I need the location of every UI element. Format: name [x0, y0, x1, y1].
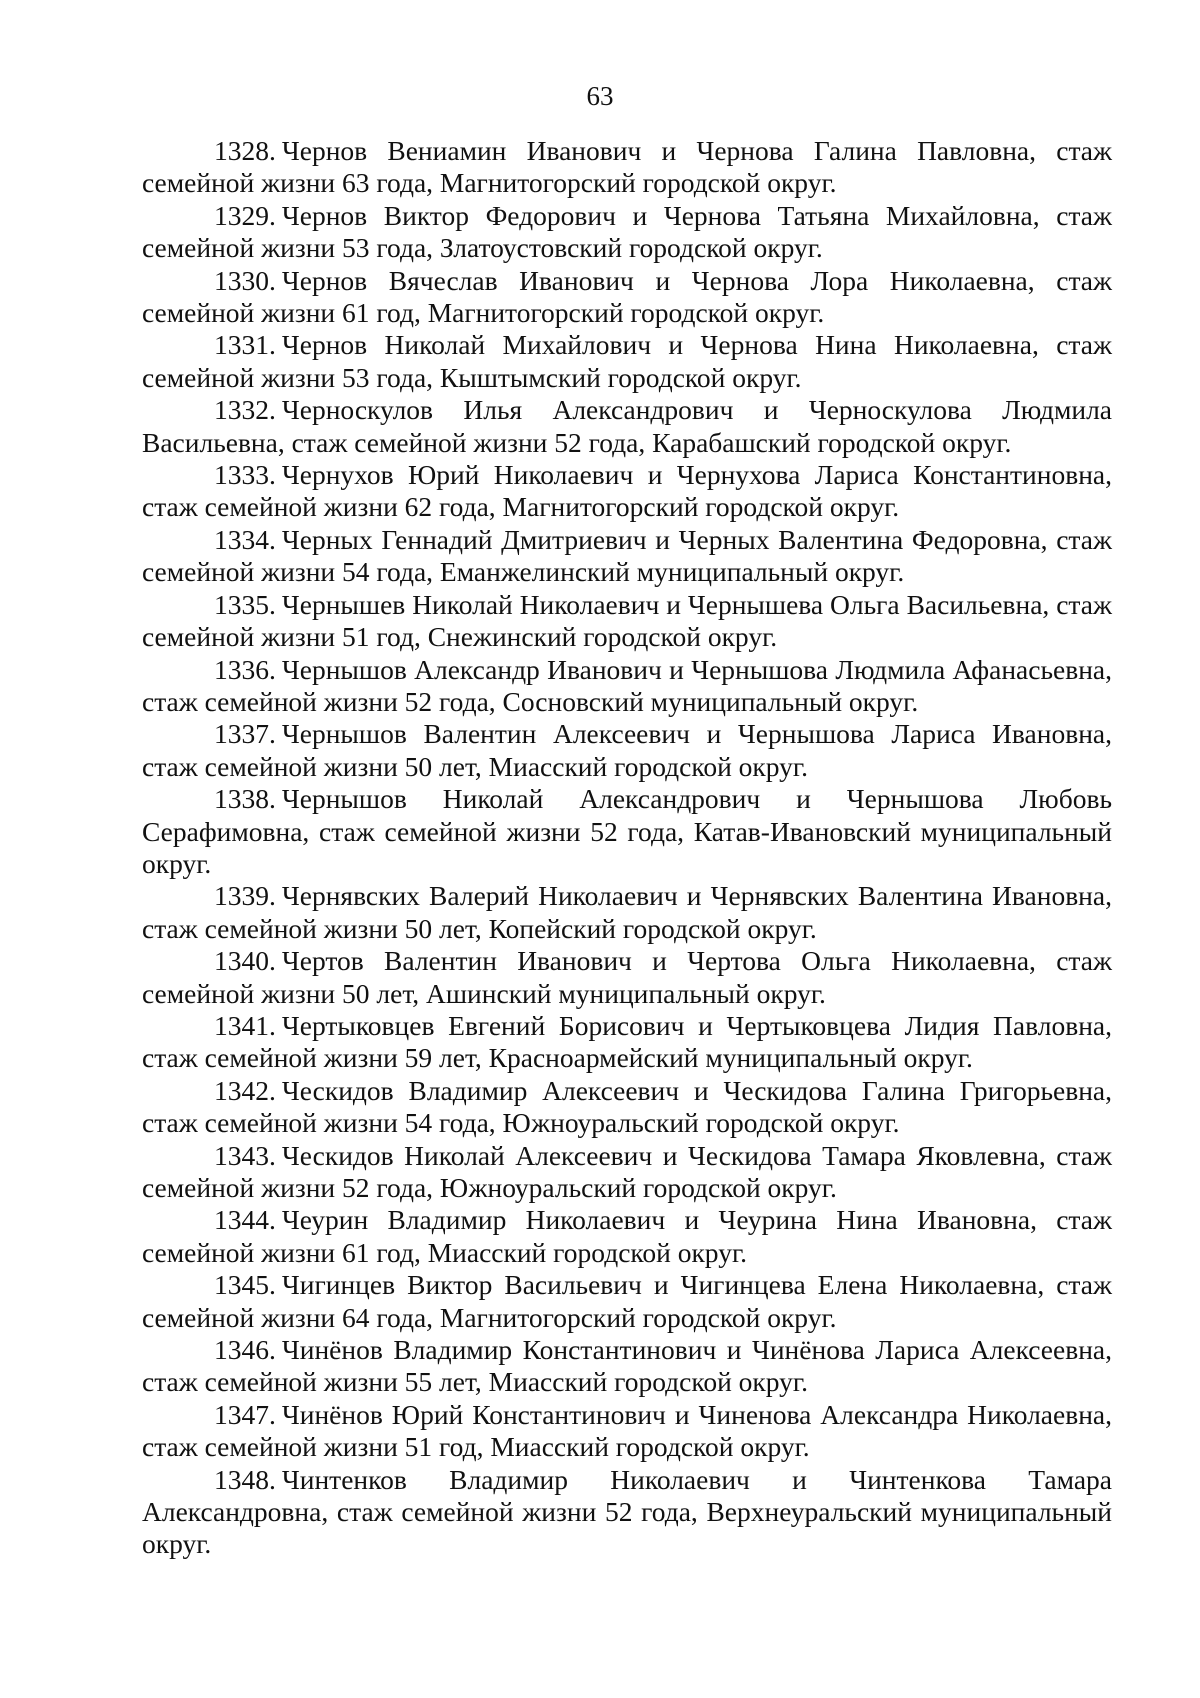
entry-number: 1331.	[214, 329, 276, 361]
list-item	[142, 945, 1112, 1010]
entry-number: 1329.	[214, 199, 276, 231]
entry-text: Ческидов Владимир Алексеевич и Ческидова Галина Григорьевна, стаж семейной жизни 54 года, Южноуральский городской округ.	[142, 1074, 1112, 1139]
entry-number: 1328.	[214, 135, 276, 166]
page-number: 63	[586, 81, 614, 111]
list-item	[142, 1204, 1112, 1269]
entry-text: Чернышев Николай Николаевич и Чернышева Ольга Васильевна, стаж семейной жизни 51 год, Снежинский городской округ.	[142, 588, 1112, 653]
list-item	[142, 394, 1112, 459]
entry-text: Чеурин Владимир Николаевич и Чеурина Нина Ивановна, стаж семейной жизни 61 год, Миасский городской округ.	[142, 1204, 1112, 1268]
entry-number: 1340.	[214, 945, 276, 977]
list-item	[142, 880, 1112, 945]
entry-number: 1347.	[214, 1398, 276, 1430]
entry-number: 1344.	[214, 1204, 276, 1236]
entry-number: 1332.	[214, 394, 276, 426]
list-item	[142, 1010, 1112, 1075]
entry-text: Ческидов Николай Алексеевич и Ческидова Тамара Яковлевна, стаж семейной жизни 52 года, Южноуральский городской округ.	[142, 1139, 1112, 1203]
entry-number: 1339.	[214, 880, 276, 912]
entry-number: 1330.	[214, 264, 276, 296]
entry-text: Чигинцев Виктор Васильевич и Чигинцева Елена Николаевна, стаж семейной жизни 64 года, Магнитогорский городской округ.	[142, 1269, 1112, 1333]
entry-text: Чинёнов Владимир Константинович и Чинёнова Лариса Алексеевна, стаж семейной жизни 55 лет, Миасский городской округ.	[142, 1334, 1112, 1398]
entry-text: Чернухов Юрий Николаевич и Чернухова Лариса Константиновна, стаж семейной жизни 62 года, Магнитогорский городской округ.	[142, 459, 1112, 523]
list-item	[142, 1075, 1112, 1140]
list-item	[142, 1464, 1112, 1561]
entry-number: 1334.	[214, 523, 276, 555]
list-item	[142, 718, 1112, 783]
list-item	[142, 1140, 1112, 1205]
list-item	[142, 1334, 1112, 1399]
entry-text: Черных Геннадий Дмитриевич и Черных Валентина Федоровна, стаж семейной жизни 54 года, Еманжелинский муниципальный округ.	[142, 523, 1112, 588]
entry-number: 1338.	[214, 783, 276, 815]
list-item	[142, 265, 1112, 330]
list-item	[142, 329, 1112, 394]
entry-number: 1336.	[214, 653, 276, 685]
entry-text: Чернышов Валентин Алексеевич и Чернышова Лариса Ивановна, стаж семейной жизни 50 лет, Миасский городской округ.	[142, 718, 1112, 782]
entry-text: Черноскулов Илья Александрович и Черноскулова Людмила Васильевна, стаж семейной жизни 52 года, Карабашский городской округ.	[142, 394, 1112, 458]
entry-text: Чертыковцев Евгений Борисович и Чертыковцева Лидия Павловна, стаж семейной жизни 59 лет, Красноармейский муниципальный округ.	[142, 1009, 1112, 1074]
entry-text: Чернов Вячеслав Иванович и Чернова Лора Николаевна, стаж семейной жизни 61 год, Магнитогорский городской округ.	[142, 264, 1112, 329]
entry-number: 1333.	[214, 459, 276, 491]
entry-text: Чернов Вениамин Иванович и Чернова Галина Павловна, стаж семейной жизни 63 года, Магнитогорский городской округ.	[142, 135, 1112, 199]
entry-text: Чернов Виктор Федорович и Чернова Татьяна Михайловна, стаж семейной жизни 53 года, Златоустовский городской округ.	[142, 199, 1112, 264]
list-item	[142, 589, 1112, 654]
entry-text: Чертов Валентин Иванович и Чертова Ольга Николаевна, стаж семейной жизни 50 лет, Ашинский муниципальный округ.	[142, 945, 1112, 1009]
entry-text: Чернышов Александр Иванович и Чернышова Людмила Афанасьевна, стаж семейной жизни 52 года, Сосновский муниципальный округ.	[142, 653, 1112, 717]
list-item	[142, 654, 1112, 719]
entry-number: 1345.	[214, 1269, 276, 1301]
entry-number: 1337.	[214, 718, 276, 750]
list-item	[142, 1399, 1112, 1464]
entry-number: 1342.	[214, 1074, 276, 1106]
list-item	[142, 524, 1112, 589]
entry-number: 1335.	[214, 588, 276, 620]
list-item	[142, 783, 1112, 880]
entry-list	[142, 135, 1112, 1561]
entry-number: 1346.	[214, 1334, 276, 1366]
list-item	[142, 1269, 1112, 1334]
entry-text: Чернов Николай Михайлович и Чернова Нина Николаевна, стаж семейной жизни 53 года, Кыштымский городской округ.	[142, 329, 1112, 393]
entry-number: 1341.	[214, 1009, 276, 1041]
entry-text: Чернышов Николай Александрович и Чернышова Любовь Серафимовна, стаж семейной жизни 52 года, Катав-Ивановский муниципальный округ.	[142, 783, 1112, 879]
entry-text: Чернявских Валерий Николаевич и Чернявских Валентина Ивановна, стаж семейной жизни 50 лет, Копейский городской округ.	[142, 880, 1112, 944]
list-item	[142, 459, 1112, 524]
entry-text: Чинёнов Юрий Константинович и Чиненова Александра Николаевна, стаж семейной жизни 51 год, Миасский городской округ.	[142, 1398, 1112, 1463]
list-item	[142, 135, 1112, 200]
list-item	[142, 200, 1112, 265]
entry-number: 1343.	[214, 1139, 276, 1171]
entry-number: 1348.	[214, 1463, 276, 1495]
entry-text: Чинтенков Владимир Николаевич и Чинтенкова Тамара Александровна, стаж семейной жизни 52 года, Верхнеуральский муниципальный округ.	[142, 1463, 1112, 1560]
